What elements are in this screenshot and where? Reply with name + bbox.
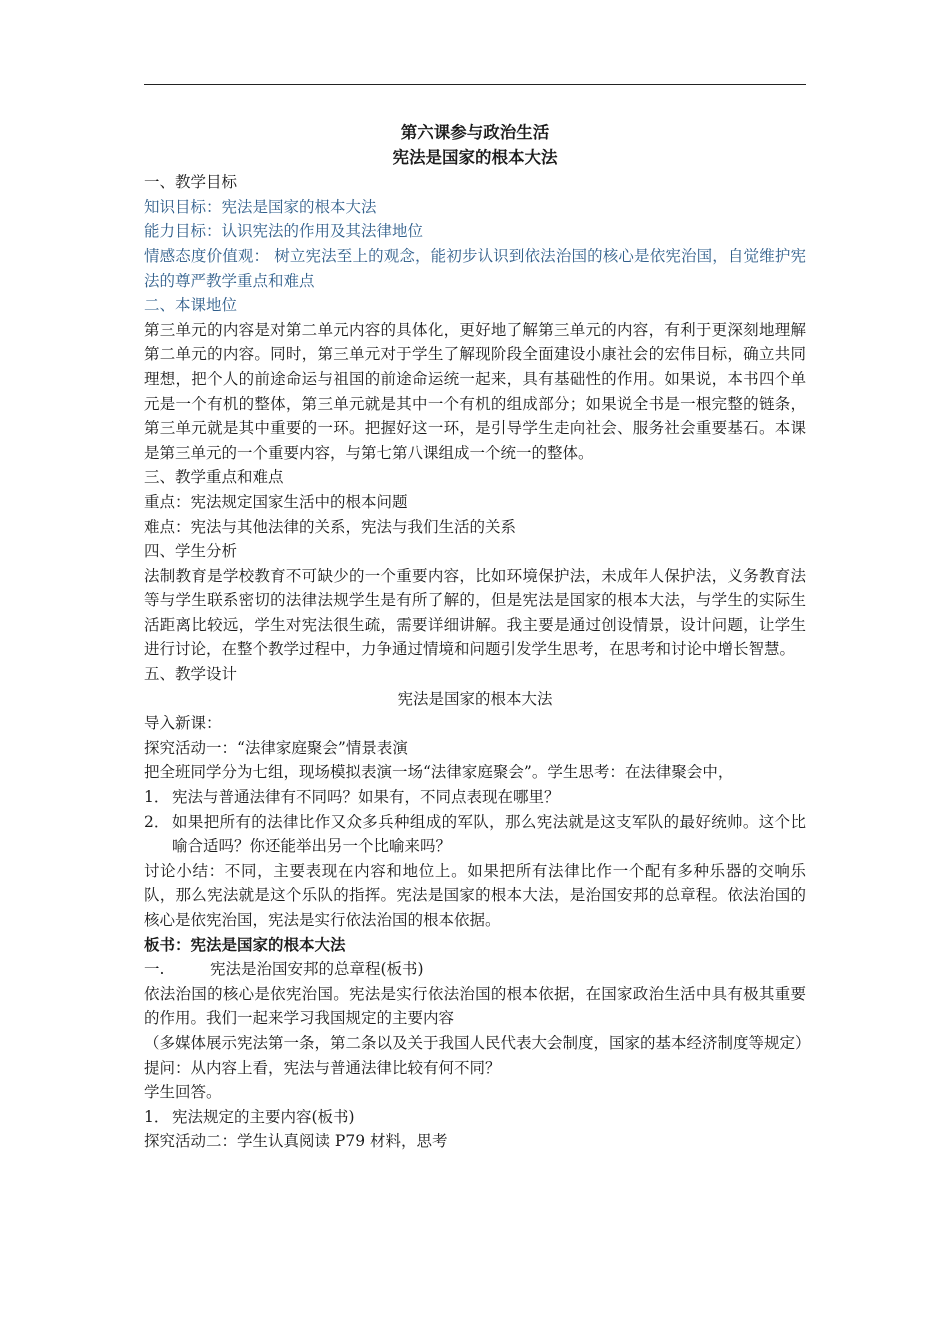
content-item-text: 宪法规定的主要内容(板书)	[172, 1107, 355, 1126]
difficult-point: 难点：宪法与其他法律的关系，宪法与我们生活的关系	[144, 517, 517, 536]
section-heading-students: 四、学生分析	[144, 542, 238, 561]
discussion-summary: 讨论小结：不同，主要表现在内容和地位上。如果把所有法律比作一个配有多种乐器的交响乐队，那么宪法就是这个乐队的指挥。宪法是国家的根本大法，是治国安邦的总章程。依法治国的核心是依宪治国，宪法是实行依法治国的根本依据。	[144, 861, 806, 929]
board-point-text: 宪法是治国安邦的总章程(板书)	[210, 960, 424, 979]
section-heading-keypoints: 三、教学重点和难点	[144, 468, 284, 487]
section-heading-design: 五、教学设计	[144, 665, 238, 684]
question-text: 如果把所有的法律比作又众多兵种组成的军队，那么宪法就是这支军队的最好统帅。这个比喻合适吗？你还能举出另一个比喻来吗？	[172, 812, 806, 856]
board-heading: 板书：宪法是国家的根本大法	[144, 934, 346, 954]
activity-one: 探究活动一：“法律家庭聚会”情景表演	[144, 738, 408, 757]
question-text: 宪法与普通法律有不同吗？如果有，不同点表现在哪里？	[172, 788, 560, 807]
design-subtitle: 宪法是国家的根本大法	[397, 689, 553, 708]
section-position-body: 第三单元的内容是对第二单元内容的具体化，更好地了解第三单元的内容，有利于更深刻地理解第二单元的内容。同时，第三单元对于学生了解现阶段全面建设小康社会的宏伟目标，确立共同理想，把个人的前途命运与祖国的前途命运统一起来，具有基础性的作用。如果说，本书四个单元是一个有机的整体，第三单元就是其中一个有机的组成部分；如果说全书是一根完整的链条，第三单元就是其中重要的一环。把握好这一环，是引导学生走向社会、服务社会重要基石。本课是第三单元的一个重要内容，与第七第八课组成一个统一的整体。	[144, 320, 806, 462]
question-item-2	[144, 810, 806, 859]
lesson-title: 第六课参与政治生活	[400, 123, 550, 142]
goal-knowledge: 知识目标：宪法是国家的根本大法	[144, 197, 377, 216]
section-heading-position: 二、本课地位	[144, 296, 238, 315]
student-answer: 学生回答。	[144, 1083, 222, 1102]
section-heading-goals: 一、教学目标	[144, 173, 238, 192]
activity-two: 探究活动二：学生认真阅读 P79 材料，思考	[144, 1132, 448, 1151]
document-body	[144, 121, 811, 1154]
content-item-1	[144, 1105, 806, 1130]
teacher-question: 提问：从内容上看，宪法与普通法律比较有何不同？	[144, 1058, 501, 1077]
header-rule	[144, 84, 806, 85]
question-item-1	[144, 785, 806, 810]
topic-title: 宪法是国家的根本大法	[392, 147, 558, 167]
goal-ability: 能力目标：认识宪法的作用及其法律地位	[144, 222, 424, 241]
key-point: 重点：宪法规定国家生活中的根本问题	[144, 492, 408, 511]
question-number: 2．	[144, 812, 170, 831]
content-item-number: 1．	[144, 1107, 170, 1126]
section-students-body: 法制教育是学校教育不可缺少的一个重要内容，比如环境保护法，未成年人保护法，义务教育法等与学生联系密切的法律法规学生是有所了解的，但是宪法是国家的根本大法，与学生的实际生活距离比较远，学生对宪法很生疏，需要详细讲解。我主要是通过创设情景，设计问题，让学生进行讨论，在整个教学过程中，力争通过情境和问题引发学生思考，在思考和讨论中增长智慧。	[144, 566, 806, 659]
board-point-number: 一.	[144, 960, 165, 979]
intro-label: 导入新课：	[144, 714, 222, 733]
question-number: 1．	[144, 788, 170, 807]
activity-one-desc: 把全班同学分为七组，现场模拟表演一场“法律家庭聚会”。学生思考：在法律聚会中，	[144, 763, 734, 782]
goal-emotion: 情感态度价值观： 树立宪法至上的观念，能初步认识到依法治国的核心是依宪治国，自觉维护宪法的尊严教学重点和难点	[144, 246, 806, 290]
board-point-1	[144, 957, 806, 982]
core-paragraph: 依法治国的核心是依宪治国。宪法是实行依法治国的根本依据，在国家政治生活中具有极其重要的作用。我们一起来学习我国规定的主要内容	[144, 984, 806, 1028]
media-note: （多媒体展示宪法第一条，第二条以及关于我国人民代表大会制度，国家的基本经济制度等规定）	[144, 1033, 811, 1052]
